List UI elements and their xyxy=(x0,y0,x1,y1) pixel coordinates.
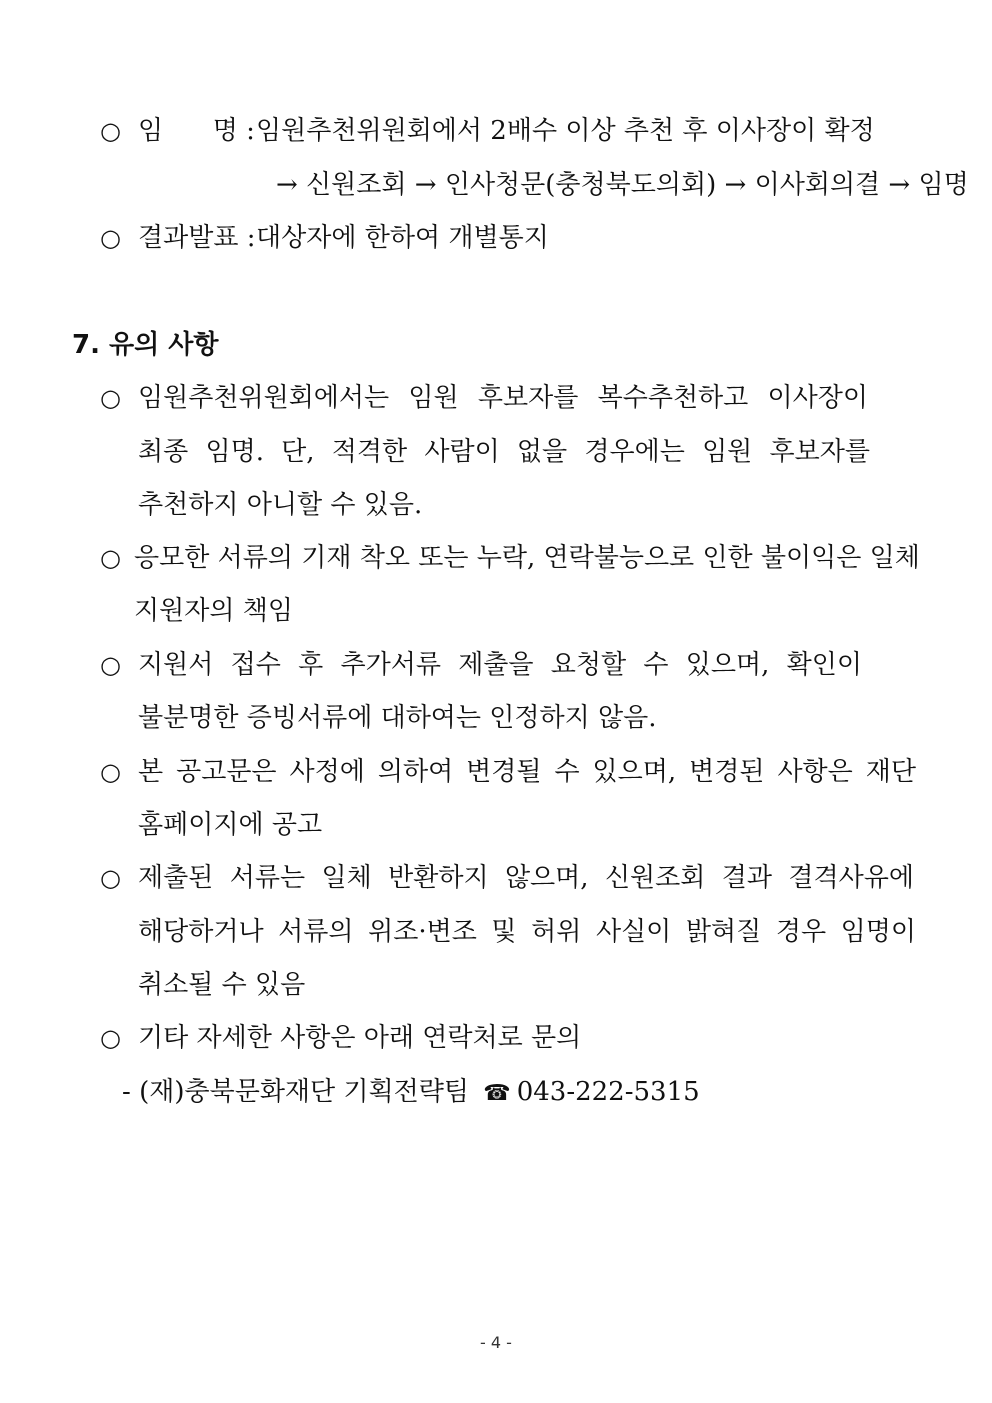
appointment-text: 임원추천위원회에서 2배수 이상 추천 후 이사장이 확정 xyxy=(256,116,875,146)
bullet-icon: ○ xyxy=(100,1024,121,1052)
notice-line: 본 공고문은 사정에 의하여 변경될 수 있으며, 변경된 사항은 재단 xyxy=(138,757,916,787)
appointment-item xyxy=(138,113,875,149)
notice-line: 지원자의 책임 xyxy=(134,596,293,626)
bullet-icon: ○ xyxy=(100,544,121,572)
bullet-icon: ○ xyxy=(100,864,121,892)
contact-dash: - xyxy=(122,1077,131,1107)
bullet-icon: ○ xyxy=(100,384,121,412)
notice-line: 지원서 접수 후 추가서류 제출을 요청할 수 있으며, 확인이 xyxy=(138,650,862,680)
notice-line: 취소될 수 있음 xyxy=(138,970,306,1000)
notice-line: 최종 임명. 단, 적격한 사람이 없을 경우에는 임원 후보자를 xyxy=(138,437,870,467)
contact-phone: 043-222-5315 xyxy=(516,1077,700,1107)
result-announcement-label: 결과발표 : xyxy=(138,223,256,253)
notice-line: 임원추천위원회에서는 임원 후보자를 복수추천하고 이사장이 xyxy=(138,383,868,413)
page-number: - 4 - xyxy=(480,1333,512,1352)
bullet-icon: ○ xyxy=(100,758,121,786)
section-heading: 7. 유의 사항 xyxy=(72,330,219,360)
appointment-process: → 신원조회 → 인사청문(충청북도의회) → 이사회의결 → 임명 xyxy=(276,170,969,200)
appointment-label: 임 명 : xyxy=(138,116,255,146)
notice-line: 제출된 서류는 일체 반환하지 않으며, 신원조회 결과 결격사유에 xyxy=(138,863,914,893)
notice-line: 기타 자세한 사항은 아래 연락처로 문의 xyxy=(138,1023,582,1053)
result-announcement-item xyxy=(138,220,549,256)
notice-line: 추천하지 아니할 수 있음. xyxy=(138,490,423,520)
contact-organization: (재)충북문화재단 기획전략팀 xyxy=(139,1077,470,1107)
bullet-icon: ○ xyxy=(100,651,121,679)
notice-line: 해당하거나 서류의 위조·변조 및 허위 사실이 밝혀질 경우 임명이 xyxy=(138,917,916,947)
bullet-icon: ○ xyxy=(100,117,121,145)
telephone-icon: ☎ xyxy=(483,1081,511,1106)
notice-line: 응모한 서류의 기재 착오 또는 누락, 연락불능으로 인한 불이익은 일체 xyxy=(134,543,920,573)
contact-line xyxy=(122,1074,700,1112)
notice-line: 불분명한 증빙서류에 대하여는 인정하지 않음. xyxy=(138,703,657,733)
notice-line: 홈페이지에 공고 xyxy=(138,810,323,840)
result-announcement-text: 대상자에 한하여 개별통지 xyxy=(256,223,549,253)
bullet-icon: ○ xyxy=(100,224,121,252)
